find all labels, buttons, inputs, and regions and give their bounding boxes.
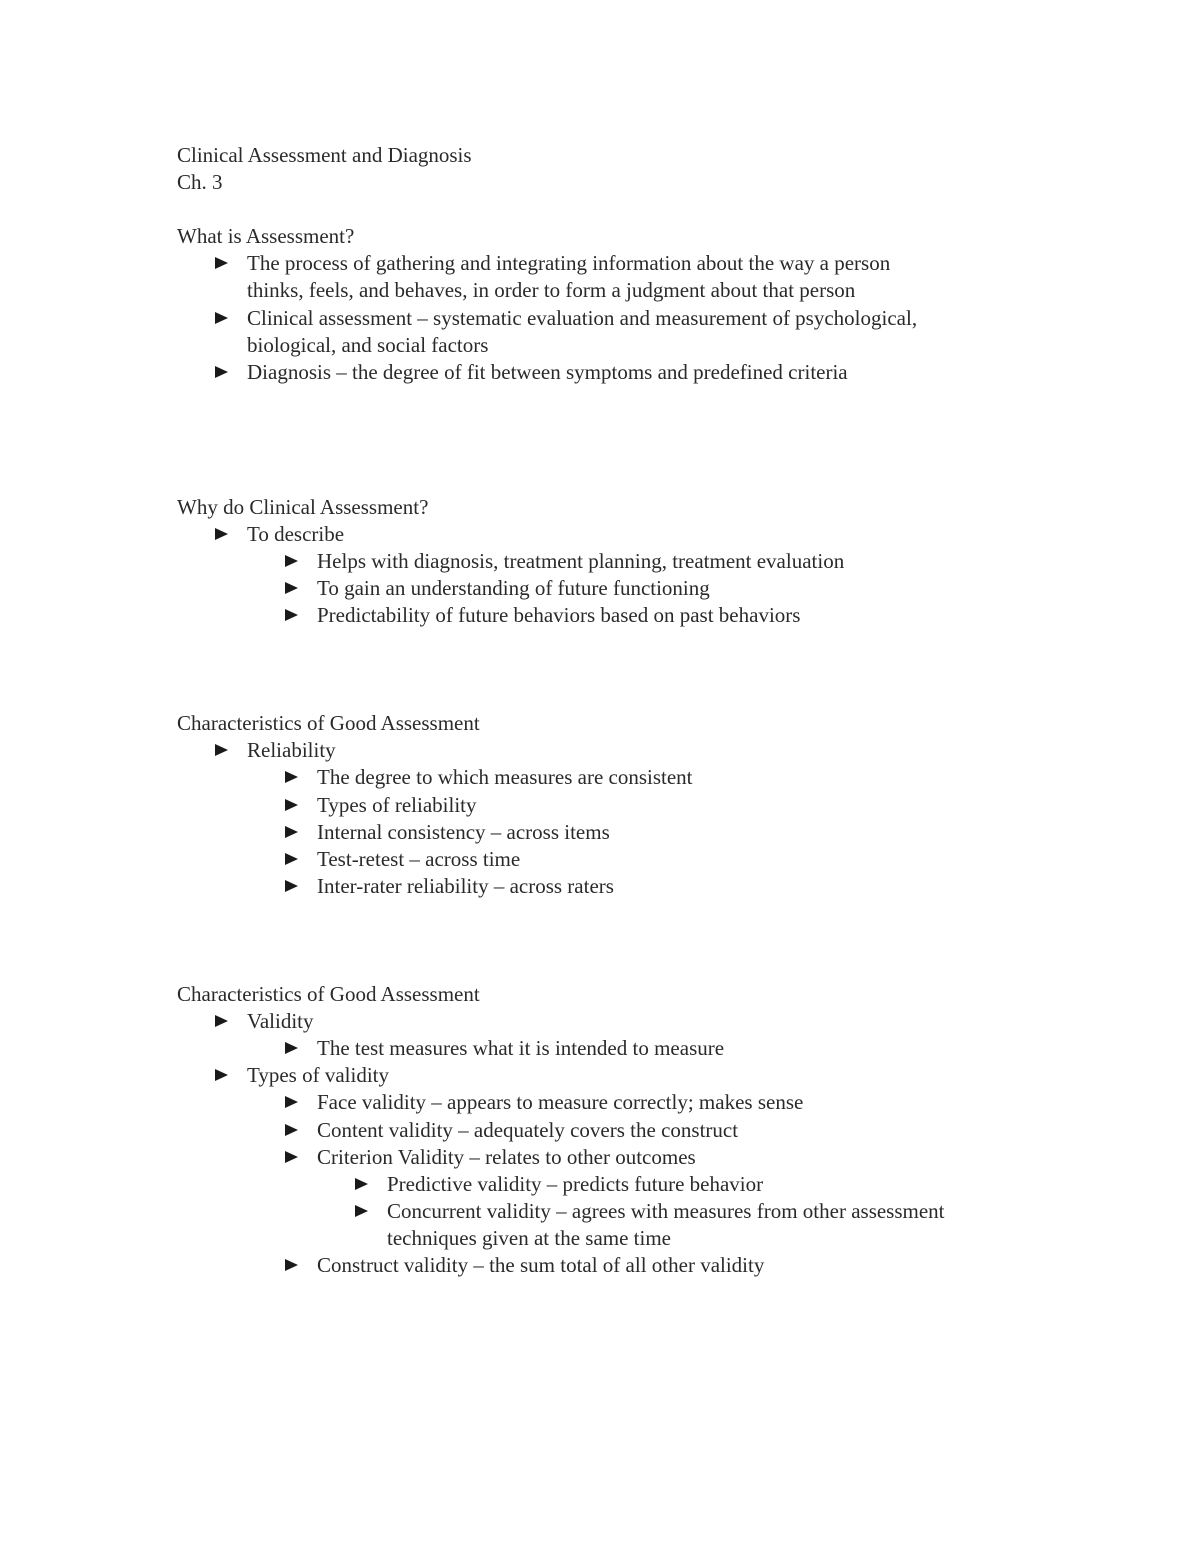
list-subitem: Criterion Validity – relates to other outcomes <box>317 1145 696 1169</box>
bullet-triangle-icon <box>215 1015 228 1027</box>
bullet-triangle-icon <box>215 366 228 378</box>
bullet-triangle-icon <box>215 744 228 756</box>
list-subsubitem-continuation: techniques given at the same time <box>387 1226 671 1250</box>
list-item: Reliability <box>247 738 336 762</box>
list-item-continuation: thinks, feels, and behaves, in order to form a judgment about that person <box>247 278 856 302</box>
list-subsubitem: Predictive validity – predicts future behavior <box>387 1172 764 1196</box>
bullet-triangle-icon <box>285 1151 298 1163</box>
list-item-continuation: biological, and social factors <box>247 333 489 357</box>
bullet-triangle-icon <box>355 1205 368 1217</box>
list-subitem: The degree to which measures are consistent <box>317 765 693 789</box>
document-title: Clinical Assessment and Diagnosis <box>177 143 472 167</box>
list-subitem: Test-retest – across time <box>317 847 521 871</box>
list-subitem: Inter-rater reliability – across raters <box>317 874 614 898</box>
list-subitem: Construct validity – the sum total of all other validity <box>317 1253 765 1277</box>
chapter-label: Ch. 3 <box>177 170 223 194</box>
list-subsubitem: Concurrent validity – agrees with measures from other assessment <box>387 1199 945 1223</box>
bullet-triangle-icon <box>285 1042 298 1054</box>
bullet-triangle-icon <box>285 771 298 783</box>
list-subitem: Helps with diagnosis, treatment planning, treatment evaluation <box>317 549 845 573</box>
list-subitem: Predictability of future behaviors based on past behaviors <box>317 603 801 627</box>
list-item: Validity <box>247 1009 314 1033</box>
bullet-triangle-icon <box>215 528 228 540</box>
list-subitem: Content validity – adequately covers the construct <box>317 1118 739 1142</box>
bullet-triangle-icon <box>285 609 298 621</box>
bullet-triangle-icon <box>215 257 228 269</box>
list-item: To describe <box>247 522 345 546</box>
list-subitem: Face validity – appears to measure correctly; makes sense <box>317 1090 804 1114</box>
bullet-triangle-icon <box>285 1096 298 1108</box>
list-subitem: Types of reliability <box>317 793 477 817</box>
bullet-triangle-icon <box>285 1124 298 1136</box>
list-subitem: To gain an understanding of future functioning <box>317 576 710 600</box>
bullet-triangle-icon <box>285 555 298 567</box>
list-item: The process of gathering and integrating information about the way a person <box>247 251 891 275</box>
bullet-triangle-icon <box>285 799 298 811</box>
bullet-triangle-icon <box>215 1069 228 1081</box>
list-item: Clinical assessment – systematic evaluation and measurement of psychological, <box>247 306 918 330</box>
bullet-triangle-icon <box>355 1178 368 1190</box>
bullet-triangle-icon <box>285 853 298 865</box>
section-heading-what-is-assessment: What is Assessment? <box>177 224 355 248</box>
list-subitem: The test measures what it is intended to measure <box>317 1036 725 1060</box>
list-item: Types of validity <box>247 1063 390 1087</box>
section-heading-why-assessment: Why do Clinical Assessment? <box>177 495 429 519</box>
list-subitem: Internal consistency – across items <box>317 820 610 844</box>
bullet-triangle-icon <box>285 880 298 892</box>
bullet-triangle-icon <box>215 312 228 324</box>
section-heading-reliability: Characteristics of Good Assessment <box>177 711 480 735</box>
bullet-triangle-icon <box>285 582 298 594</box>
bullet-triangle-icon <box>285 1259 298 1271</box>
bullet-triangle-icon <box>285 826 298 838</box>
section-heading-validity: Characteristics of Good Assessment <box>177 982 480 1006</box>
list-item: Diagnosis – the degree of fit between symptoms and predefined criteria <box>247 360 848 384</box>
